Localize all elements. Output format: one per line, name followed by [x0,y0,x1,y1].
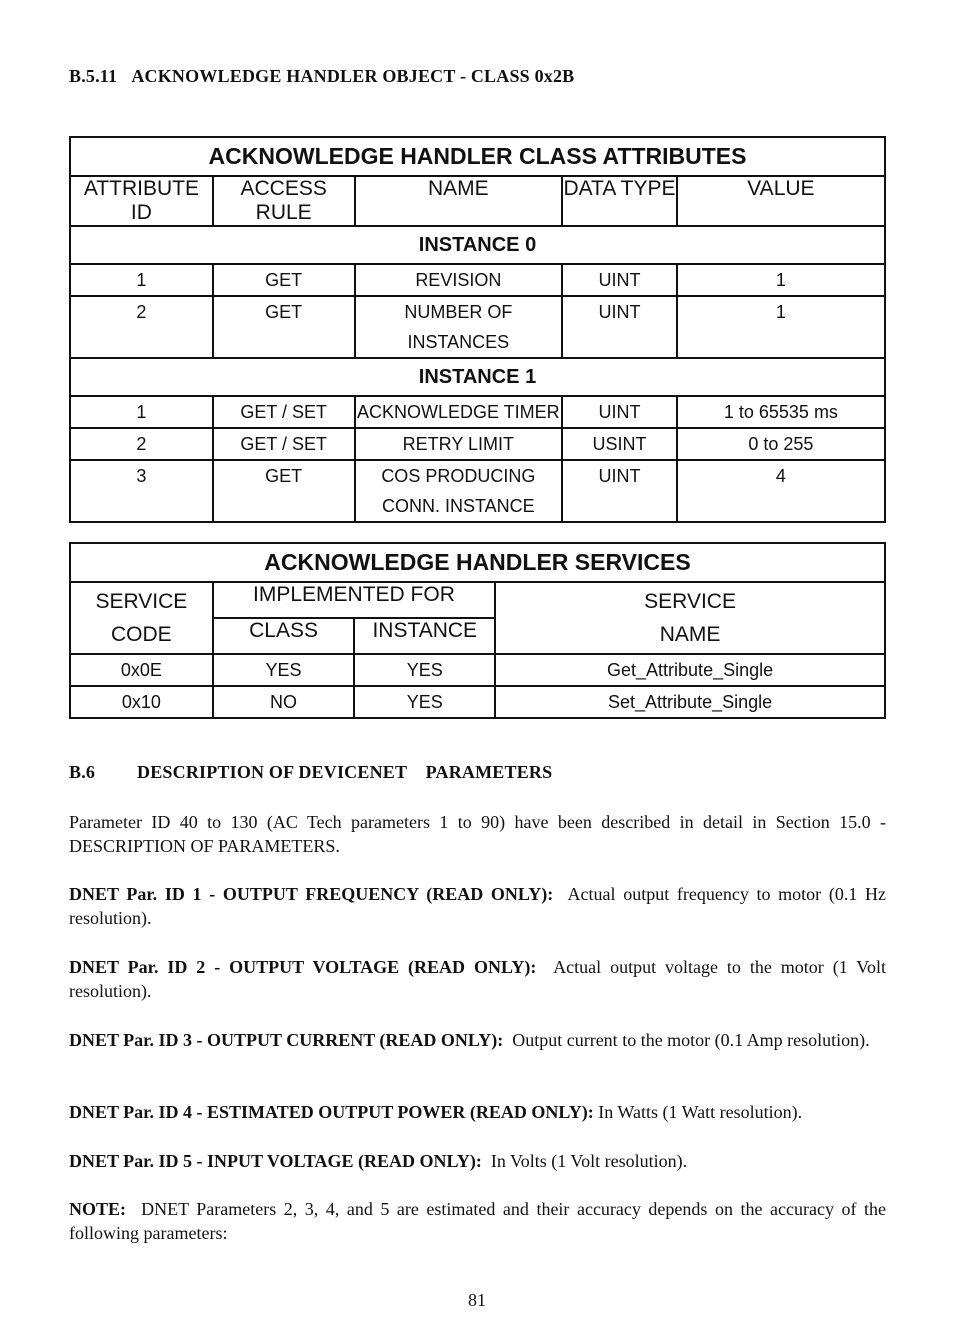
cell-attribute-id: 2 [70,428,213,460]
table-row [70,396,885,428]
cell-value: 1 [677,264,885,296]
cell-name-line: CONN. INSTANCE [381,496,535,516]
table-row [70,296,885,358]
header-value: VALUE [677,176,885,226]
param-5-label: DNET Par. ID 5 - INPUT VOLTAGE (READ ONLY): [69,1151,482,1171]
param-5-text: In Volts (1 Volt resolution). [481,1151,688,1171]
cell-value: 1 to 65535 ms [677,396,885,428]
param-3-label: DNET Par. ID 3 - OUTPUT CURRENT (READ ONLY): [69,1030,504,1050]
cell-name [355,428,563,460]
header-attribute-id: ATTRIBUTE ID [70,176,213,226]
header-line: SERVICE [95,590,188,613]
cell-access-rule: GET / SET [213,428,355,460]
header-instance: INSTANCE [354,618,495,654]
table-row [70,654,885,686]
param-2-paragraph [69,955,891,1003]
cell-attribute-id: 1 [70,396,213,428]
param-2-label: DNET Par. ID 2 - OUTPUT VOLTAGE (READ ONLY): [69,957,537,977]
cell-attribute-id: 2 [70,296,213,358]
param-3-paragraph [69,1028,886,1052]
table-row [70,264,885,296]
note-paragraph [69,1197,891,1245]
cell-data-type: UINT [562,396,677,428]
table-header-row [70,582,885,618]
header-class: CLASS [213,618,355,654]
cell-instance: YES [354,654,495,686]
cell-class: NO [213,686,355,718]
cell-data-type: UINT [562,264,677,296]
header-access-rule: ACCESS RULE [213,176,355,226]
section-heading-b511 [69,66,574,87]
class-attributes-table [69,136,886,523]
cell-name-line: NUMBER OF [404,302,513,322]
cell-value: 1 [677,296,885,358]
instance-1-label: INSTANCE 1 [70,358,885,396]
table-row [70,428,885,460]
table-title: ACKNOWLEDGE HANDLER SERVICES [70,543,885,582]
cell-data-type: UINT [562,296,677,358]
header-data-type: DATA TYPE [562,176,677,226]
table-title: ACKNOWLEDGE HANDLER CLASS ATTRIBUTES [70,137,885,176]
cell-name-line: INSTANCES [407,332,510,352]
cell-data-type: USINT [562,428,677,460]
cell-name [355,460,563,522]
cell-instance: YES [354,686,495,718]
instance-0-label: INSTANCE 0 [70,226,885,264]
cell-service-code: 0x0E [70,654,213,686]
table-row [70,686,885,718]
header-line: SERVICE [644,590,736,613]
cell-service-name: Set_Attribute_Single [495,686,885,718]
table-header-row [70,176,885,226]
param-1-text: Actual output frequency to motor (0.1 Hz resolution). [69,884,891,928]
cell-class: YES [213,654,355,686]
page-number: 81 [468,1290,486,1310]
cell-service-code: 0x10 [70,686,213,718]
cell-name [355,264,563,296]
param-4-label: DNET Par. ID 4 - ESTIMATED OUTPUT POWER (READ ONLY): [69,1102,594,1122]
services-table [69,542,886,719]
cell-service-name: Get_Attribute_Single [495,654,885,686]
section-title: ACKNOWLEDGE HANDLER OBJECT - CLASS 0x2B [131,66,575,86]
header-implemented-for: IMPLEMENTED FOR [213,582,495,618]
param-5-paragraph [69,1149,886,1173]
param-1-label: DNET Par. ID 1 - OUTPUT FREQUENCY (READ ONLY): [69,884,554,904]
note-text: DNET Parameters 2, 3, 4, and 5 are estimated and their accuracy depends on the accuracy of the following parameters: [69,1199,891,1243]
param-4-text: In Watts (1 Watt resolution). [593,1102,803,1122]
cell-attribute-id: 3 [70,460,213,522]
header-line: CODE [111,623,172,646]
section-heading-b6 [69,762,552,783]
section-title: DESCRIPTION OF DEVICENET PARAMETERS [137,762,553,782]
note-label: NOTE: [69,1199,127,1219]
param-1-paragraph [69,882,891,930]
cell-name-line: ACKNOWLEDGE TIMER [356,402,560,422]
cell-data-type: UINT [562,460,677,522]
param-3-text: Output current to the motor (0.1 Amp resolution). [503,1030,870,1050]
cell-access-rule: GET [213,264,355,296]
cell-value: 4 [677,460,885,522]
table-row [70,460,885,522]
cell-access-rule: GET [213,296,355,358]
cell-access-rule: GET / SET [213,396,355,428]
cell-name-line: REVISION [415,270,502,290]
header-name: NAME [355,176,563,226]
param-2-text: Actual output voltage to the motor (1 Volt resolution). [69,957,891,1001]
cell-name-line: COS PRODUCING [381,466,536,486]
cell-value: 0 to 255 [677,428,885,460]
cell-access-rule: GET [213,460,355,522]
header-line: NAME [659,623,721,646]
header-service-name [495,582,885,654]
cell-name [355,296,563,358]
cell-name-line: RETRY LIMIT [402,434,514,454]
header-service-code [70,582,213,654]
cell-name [355,396,563,428]
intro-paragraph: Parameter ID 40 to 130 (AC Tech parameters 1 to 90) have been described in detail in Section 15.0 - DESCRIPTION OF PARAMETERS. [69,812,886,856]
section-number: B.5.11 [69,66,118,86]
param-4-paragraph [69,1100,886,1124]
section-number: B.6 [69,762,96,782]
cell-attribute-id: 1 [70,264,213,296]
